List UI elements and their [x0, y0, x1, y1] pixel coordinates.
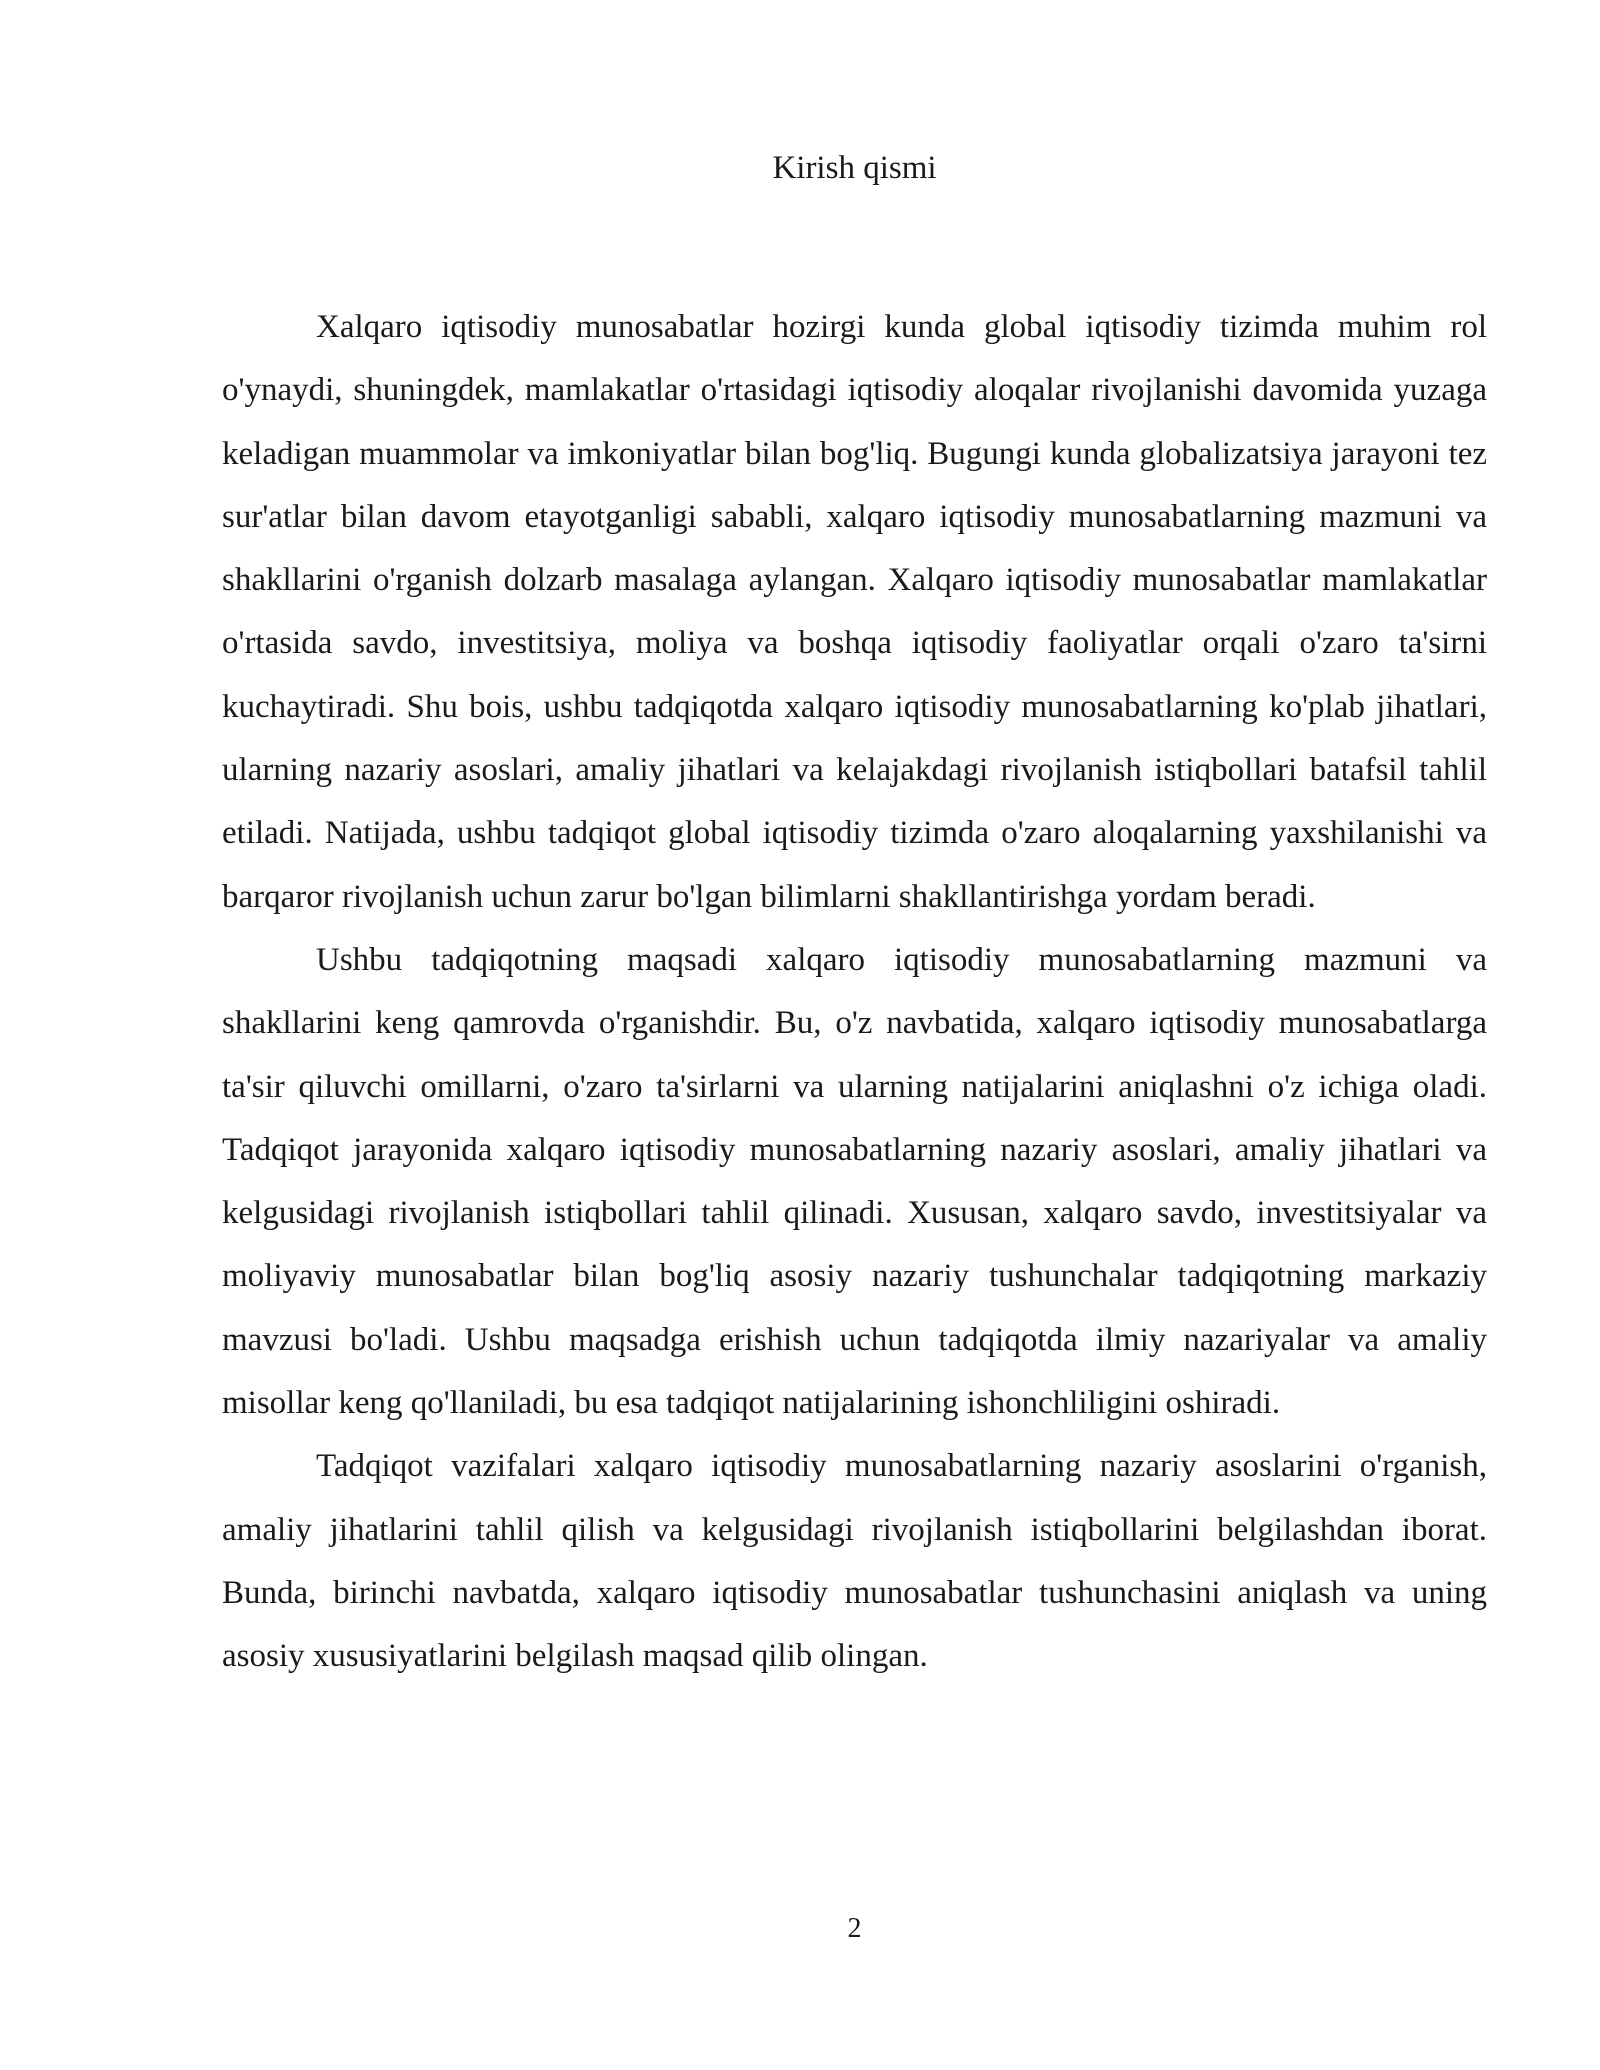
- page-title: Kirish qismi: [772, 150, 937, 186]
- paragraph-3: Tadqiqot vazifalari xalqaro iqtisodiy munosabatlarning nazariy asoslarini o'rganish, amaliy jihatlarini tahlil qilish va kelgusidagi rivojlanish istiqbollarini belgilashdan iborat. Bunda, birinchi navbatda, xalqaro iqtisodiy munosabatlar tushunchasini aniqlash va uning asosiy xususiyatlarini belgilash maqsad qilib olingan.: [222, 1448, 1487, 1675]
- paragraph-1: Xalqaro iqtisodiy munosabatlar hozirgi kunda global iqtisodiy tizimda muhim rol o'ynaydi, shuningdek, mamlakatlar o'rtasidagi iqtisodiy aloqalar rivojlanishi davomida yuzaga keladigan muammolar va imkoniyatlar bilan bog'liq. Bugungi kunda globalizatsiya jarayoni tez sur'atlar bilan davom etayotganligi sababli, xalqaro iqtisodiy munosabatlarning mazmuni va shakllarini o'rganish dolzarb masalaga aylangan. Xalqaro iqtisodiy munosabatlar mamlakatlar o'rtasida savdo, investitsiya, moliya va boshqa iqtisodiy faoliyatlar orqali o'zaro ta'sirni kuchaytiradi. Shu bois, ushbu tadqiqotda xalqaro iqtisodiy munosabatlarning ko'plab jihatlari, ularning nazariy asoslari, amaliy jihatlari va kelajakdagi rivojlanish istiqbollari batafsil tahlil etiladi. Natijada, ushbu tadqiqot global iqtisodiy tizimda o'zaro aloqalarning yaxshilanishi va barqaror rivojlanish uchun zarur bo'lgan bilimlarni shakllantirishga yordam beradi.: [222, 309, 1487, 915]
- document-body: [222, 296, 1487, 1689]
- page-number: 2: [847, 1913, 862, 1944]
- paragraph-2: Ushbu tadqiqotning maqsadi xalqaro iqtisodiy munosabatlarning mazmuni va shakllarini keng qamrovda o'rganishdir. Bu, o'z navbatida, xalqaro iqtisodiy munosabatlarga ta'sir qiluvchi omillarni, o'zaro ta'sirlarni va ularning natijalarini aniqlashni o'z ichiga oladi. Tadqiqot jarayonida xalqaro iqtisodiy munosabatlarning nazariy asoslari, amaliy jihatlari va kelgusidagi rivojlanish istiqbollari tahlil qilinadi. Xususan, xalqaro savdo, investitsiyalar va moliyaviy munosabatlar bilan bog'liq asosiy nazariy tushunchalar tadqiqotning markaziy mavzusi bo'ladi. Ushbu maqsadga erishish uchun tadqiqotda ilmiy nazariyalar va amaliy misollar keng qo'llaniladi, bu esa tadqiqot natijalarining ishonchliligini oshiradi.: [222, 941, 1487, 1422]
